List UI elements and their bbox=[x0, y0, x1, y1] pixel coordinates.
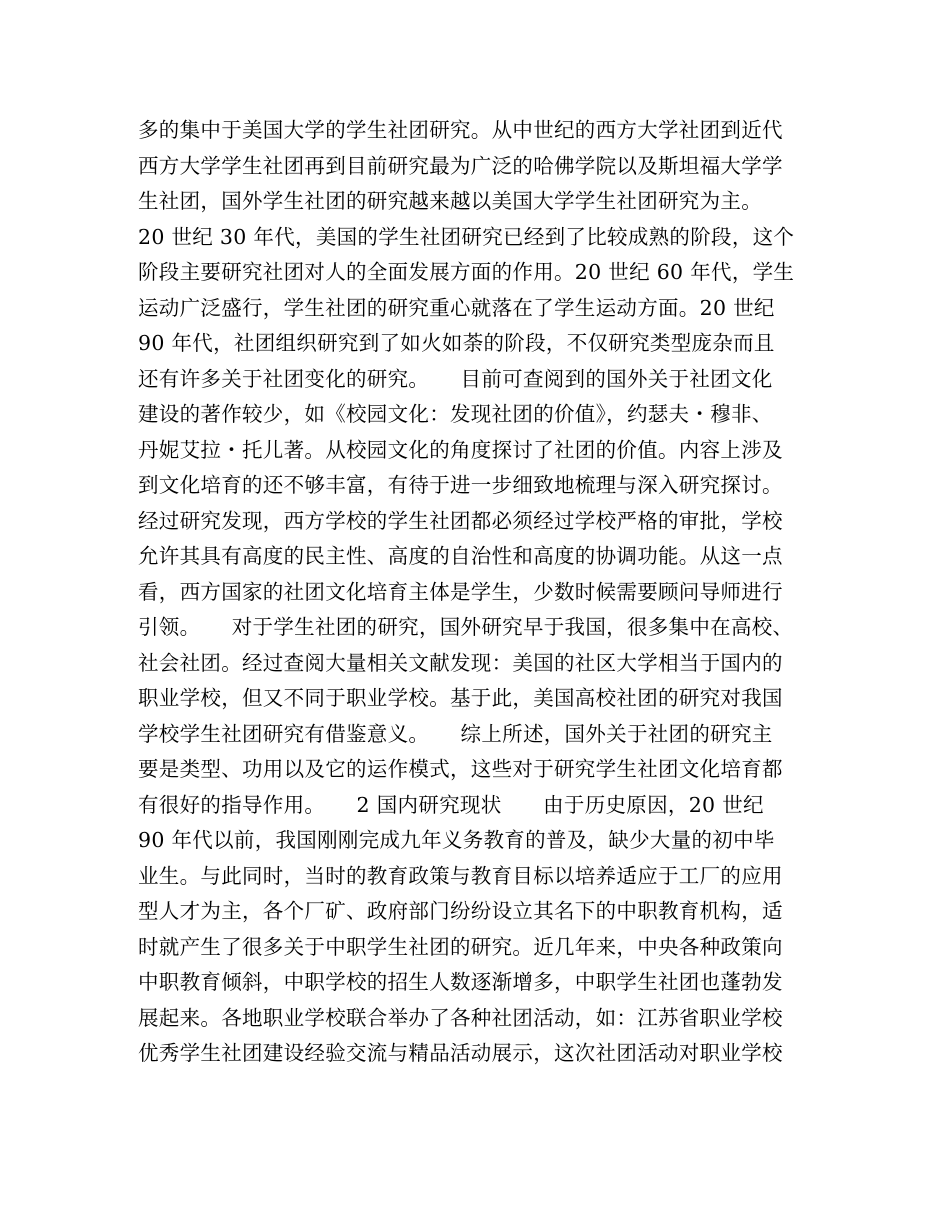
text-line: 中职教育倾斜，中职学校的招生人数逐渐增多，中职学生社团也蓬勃发 bbox=[138, 970, 783, 994]
text-line: 允许其具有高度的民主性、高度的自治性和高度的协调功能。从这一点 bbox=[138, 544, 783, 568]
text-line: 阶段主要研究社团对人的全面发展方面的作用。20 世纪 60 年代，学生 bbox=[138, 260, 795, 284]
text-line: 型人才为主，各个厂矿、政府部门纷纷设立其名下的中职教育机构，适 bbox=[138, 899, 783, 923]
text-line: 还有许多关于社团变化的研究。 目前可查阅到的国外关于社团文化 bbox=[138, 366, 773, 391]
text-line: 职业学校，但又不同于职业学校。基于此，美国高校社团的研究对我国 bbox=[138, 686, 783, 710]
text-line: 20 世纪 30 年代，美国的学生社团研究已经到了比较成熟的阶段，这个 bbox=[138, 224, 795, 249]
text-line: 有很好的指导作用。 2 国内研究现状 由于历史原因，20 世纪 bbox=[138, 792, 764, 817]
text-line: 学校学生社团研究有借鉴意义。 综上所述，国外关于社团的研究主 bbox=[138, 721, 773, 746]
body-text bbox=[138, 113, 828, 1072]
text-line: 时就产生了很多关于中职学生社团的研究。近几年来，中央各种政策向 bbox=[138, 934, 783, 959]
text-line: 西方大学学生社团再到目前研究最为广泛的哈佛学院以及斯坦福大学学 bbox=[138, 153, 783, 178]
text-line: 优秀学生社团建设经验交流与精品活动展示，这次社团活动对职业学校 bbox=[138, 1041, 783, 1065]
text-line: 生社团，国外学生社团的研究越来越以美国大学学生社团研究为主。 bbox=[138, 189, 762, 213]
text-line: 90 年代，社团组织研究到了如火如荼的阶段，不仅研究类型庞杂而且 bbox=[138, 331, 775, 355]
text-line: 业生。与此同时，当时的教育政策与教育目标以培养适应于工厂的应用 bbox=[138, 863, 783, 888]
text-line: 要是类型、功用以及它的运作模式，这些对于研究学生社团文化培育都 bbox=[138, 757, 783, 781]
text-line: 看，西方国家的社团文化培育主体是学生，少数时候需要顾问导师进行 bbox=[138, 579, 783, 604]
text-line: 运动广泛盛行，学生社团的研究重心就落在了学生运动方面。20 世纪 bbox=[138, 295, 775, 320]
text-line: 社会社团。经过查阅大量相关文献发现：美国的社区大学相当于国内的 bbox=[138, 650, 783, 675]
text-line: 丹妮艾拉・托儿著。从校园文化的角度探讨了社团的价值。内容上涉及 bbox=[138, 437, 783, 462]
text-line: 建设的著作较少，如《校园文化：发现社团的价值》，约瑟夫・穆非、 bbox=[138, 402, 773, 426]
text-line: 90 年代以前，我国刚刚完成九年义务教育的普及，缺少大量的初中毕 bbox=[138, 828, 775, 852]
text-line: 多的集中于美国大学的学生社团研究。从中世纪的西方大学社团到近代 bbox=[138, 118, 783, 142]
text-line: 经过研究发现，西方学校的学生社团都必须经过学校严格的审批，学校 bbox=[138, 508, 783, 533]
text-line: 引领。 对于学生社团的研究，国外研究早于我国，很多集中在高校、 bbox=[138, 615, 794, 639]
text-line: 到文化培育的还不够丰富，有待于进一步细致地梳理与深入研究探讨。 bbox=[138, 473, 783, 497]
text-line: 展起来。各地职业学校联合举办了各种社团活动，如：江苏省职业学校 bbox=[138, 1005, 783, 1030]
